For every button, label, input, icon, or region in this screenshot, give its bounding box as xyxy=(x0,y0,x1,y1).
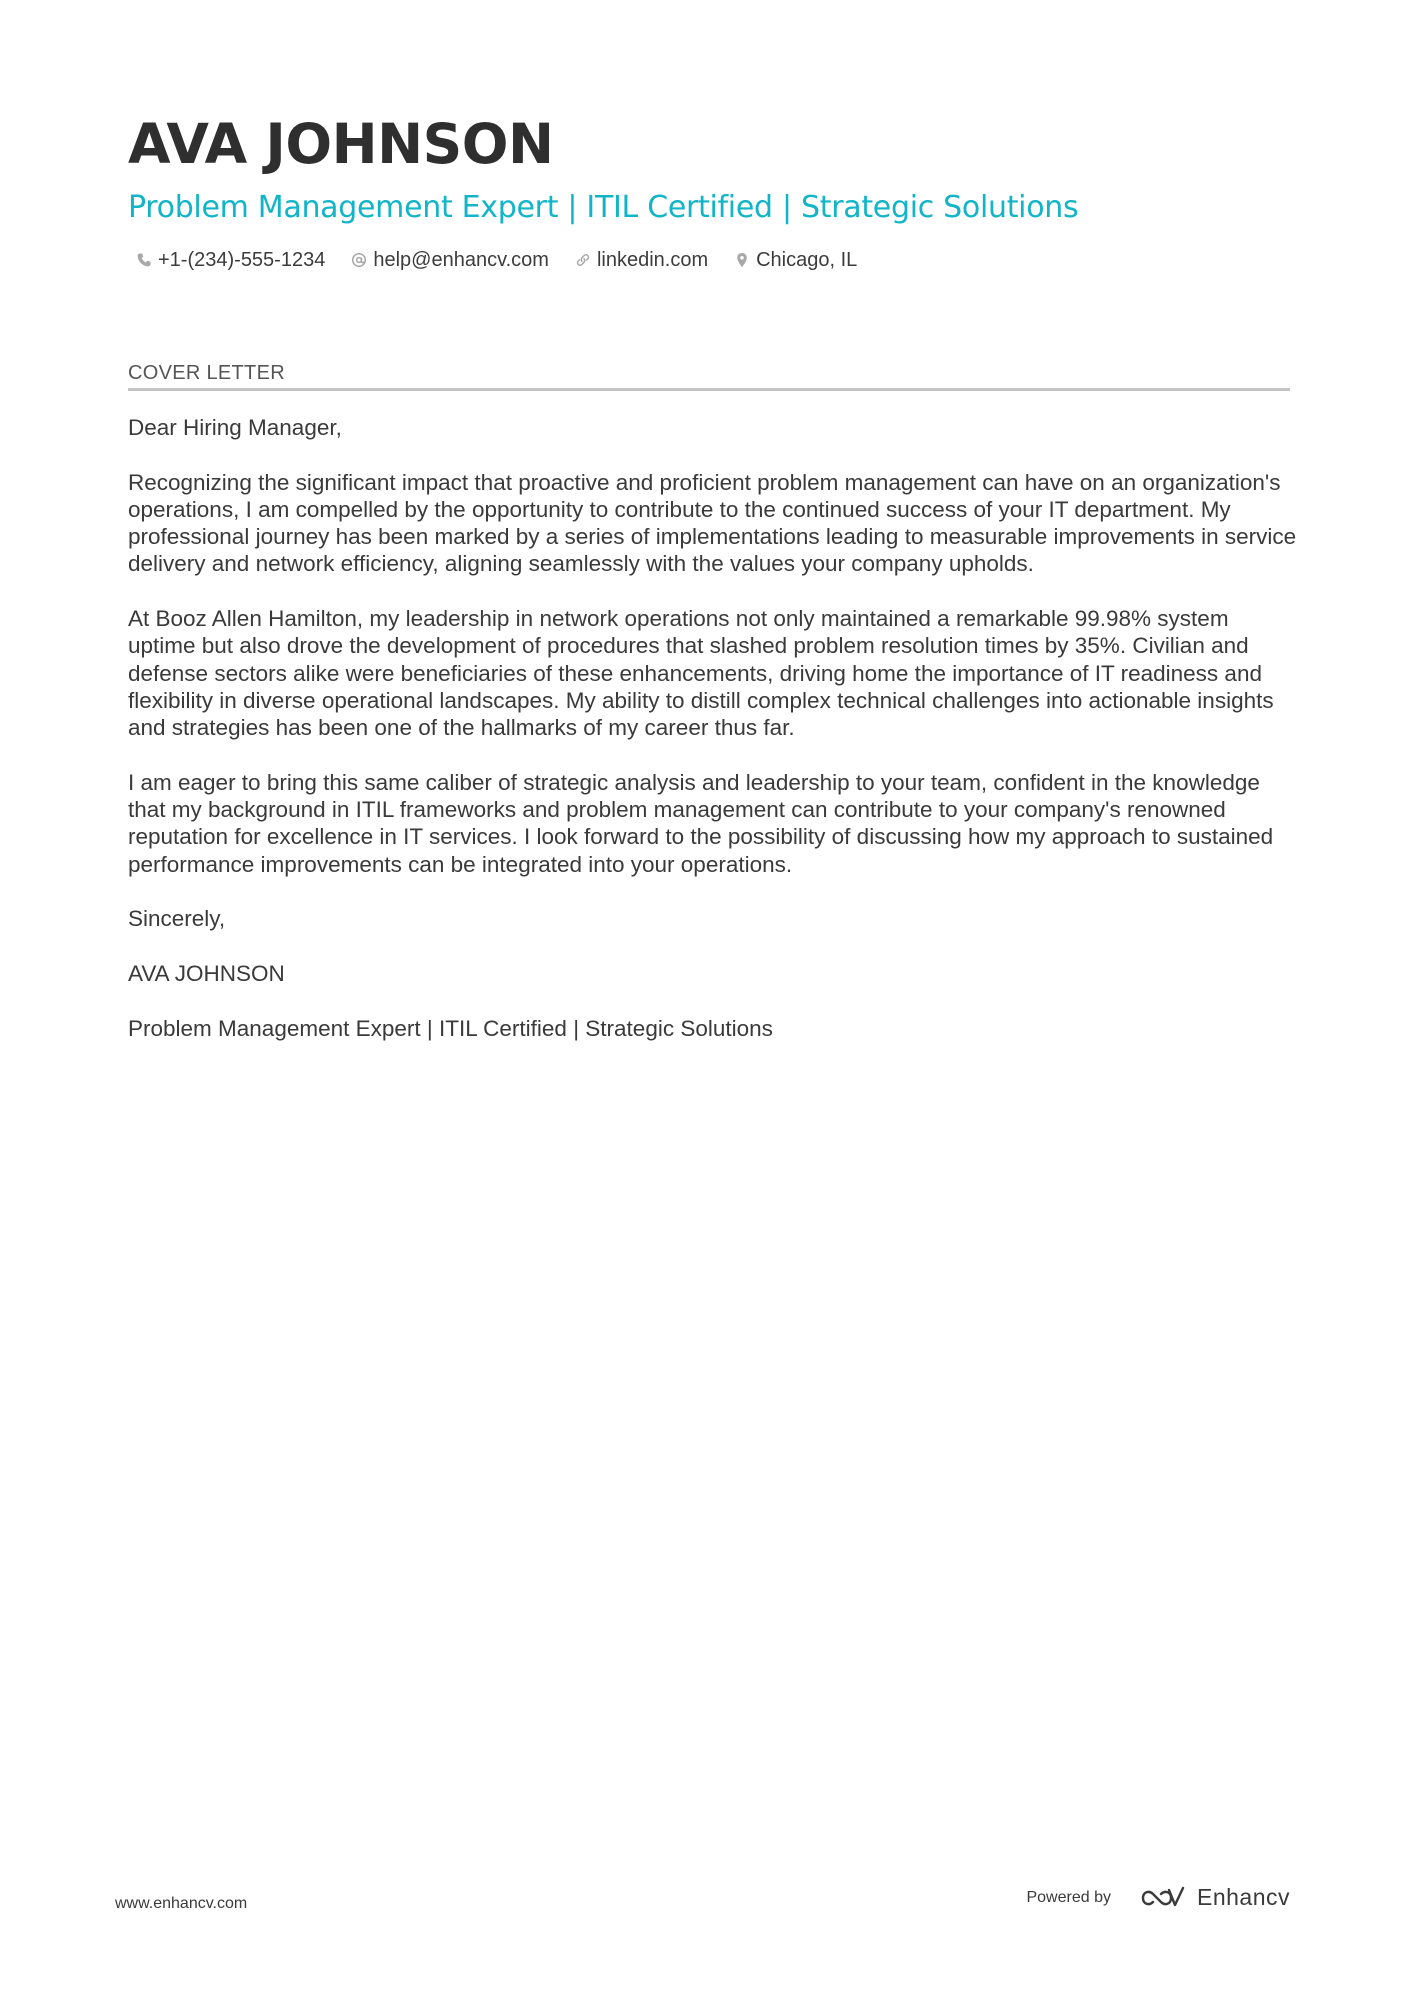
email-address: help@enhancv.com xyxy=(373,249,549,271)
brand-name: Enhancv xyxy=(1196,1884,1290,1910)
footer-website[interactable]: www.enhancv.com xyxy=(115,1895,248,1912)
phone-number: +1-(234)-555-1234 xyxy=(158,249,326,271)
header xyxy=(128,108,1288,274)
linkedin-link[interactable]: linkedin.com xyxy=(596,249,709,271)
letter-paragraph-3: I am eager to bring this same caliber of strategic analysis and leadership to your team, confident in the knowledge that my background in ITIL frameworks and problem management can contribute to your company's renowned reputation for excellence in IT services. I look forward to the possibility of discussing how my approach to sustained performance improvements can be integrated into your operations. xyxy=(128,769,1274,877)
enhancv-logo-icon xyxy=(1139,1885,1187,1911)
letter-body xyxy=(128,414,1298,1069)
contact-link xyxy=(575,246,708,274)
contact-email xyxy=(351,246,549,274)
letter-closing: Sincerely, xyxy=(128,906,226,932)
enhancv-brand[interactable] xyxy=(1139,1884,1290,1911)
at-sign-icon xyxy=(351,252,367,268)
candidate-headline: Problem Management Expert | ITIL Certified | Strategic Solutions xyxy=(128,190,1079,225)
phone-icon xyxy=(136,252,152,268)
location-text: Chicago, IL xyxy=(756,249,858,271)
letter-greeting: Dear Hiring Manager, xyxy=(128,415,342,440)
link-icon xyxy=(575,252,591,268)
letter-signature-title: Problem Management Expert | ITIL Certified | Strategic Solutions xyxy=(128,1015,773,1041)
candidate-name: AVA JOHNSON xyxy=(128,112,554,176)
letter-paragraph-2: At Booz Allen Hamilton, my leadership in network operations not only maintained a remarkable 99.98% system uptime but also drove the development of procedures that slashed problem resolution times by 35%. Civilian and defense sectors alike were beneficiaries of these enhancements, driving home the importance of IT readiness and flexibility in diverse operational landscapes. My ability to distill complex technical challenges into actionable insights and strategies has been one of the hallmarks of my career thus far. xyxy=(128,606,1274,741)
location-pin-icon xyxy=(734,252,750,268)
letter-signature-name: AVA JOHNSON xyxy=(128,960,285,986)
contact-phone xyxy=(136,246,325,274)
footer-branding xyxy=(1026,1884,1290,1911)
powered-by-label: Powered by xyxy=(1026,1888,1111,1906)
letter-paragraph-1: Recognizing the significant impact that proactive and proficient problem management can have on an organization's operations, I am compelled by the opportunity to contribute to the continued success of your IT department. My professional journey has been marked by a series of implementations leading to measurable improvements in service delivery and network efficiency, aligning seamlessly with the values your company upholds. xyxy=(128,469,1297,577)
section-title-cover-letter: COVER LETTER xyxy=(128,360,1290,391)
contact-info xyxy=(136,246,1288,274)
contact-location xyxy=(734,246,857,274)
